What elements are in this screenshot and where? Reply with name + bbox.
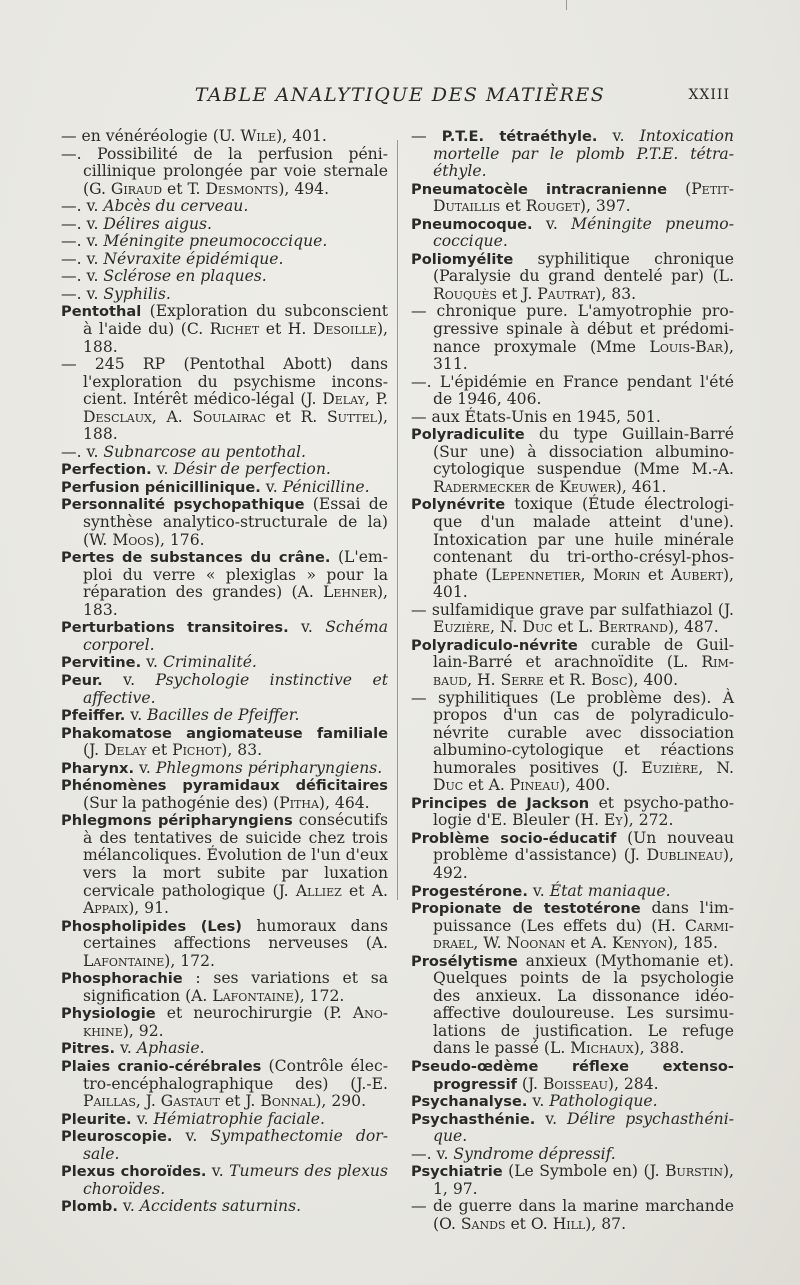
entry-text: et neurochirurgie (P.	[155, 1004, 353, 1023]
cross-reference: Syphilis.	[103, 284, 171, 303]
index-entry	[411, 637, 734, 690]
entry-text: ), 1, 97.	[433, 1162, 734, 1198]
index-entry	[61, 918, 388, 971]
entry-heading: Poliomyélite	[411, 250, 514, 268]
index-entry	[61, 198, 388, 216]
index-entry	[61, 1005, 388, 1040]
entry-text: v.	[535, 1109, 567, 1128]
cross-reference: Tumeurs des plexus choroïdes.	[83, 1162, 388, 1198]
cross-reference: Psychologie instinctive et affective.	[83, 670, 388, 707]
entry-text: — en vénéréologie (U.	[61, 127, 241, 145]
entry-text: et R.	[543, 670, 591, 689]
entry-text: ), 401.	[276, 127, 327, 145]
entry-heading: Prosélytisme	[411, 952, 518, 970]
entry-heading: Polynévrite	[411, 496, 506, 514]
index-entry	[61, 128, 388, 146]
author-name: Michaux	[570, 1039, 634, 1058]
entry-text: ), 400.	[627, 670, 679, 689]
index-entry	[411, 795, 734, 830]
entry-text: v.	[102, 670, 156, 689]
entry-text: —. v.	[61, 267, 104, 286]
entry-text: (J.	[83, 741, 105, 760]
entry-text: v.	[527, 881, 550, 900]
entry-heading: Psychasthénie.	[411, 1110, 536, 1128]
index-entry	[411, 1111, 734, 1146]
author-name: Pautrat	[537, 284, 596, 303]
entry-text: —. v.	[61, 232, 104, 251]
entry-heading: Pfeiffer.	[61, 707, 126, 725]
index-entry	[61, 1040, 388, 1058]
entry-text: v.	[260, 477, 283, 496]
entry-text: —. v.	[61, 197, 104, 216]
entry-text: et J.	[219, 1092, 261, 1111]
author-name: Hill	[552, 1214, 586, 1233]
entry-heading: Plexus choroïdes.	[61, 1163, 207, 1181]
entry-heading: Phakomatose angiomateuse familiale	[61, 724, 388, 742]
entry-text: : ses variations et sa signification (A.	[83, 969, 388, 1005]
entry-text: ), 83.	[221, 741, 263, 760]
index-entry	[61, 233, 388, 251]
entry-heading: Plomb.	[61, 1198, 118, 1216]
entry-text: v.	[134, 758, 156, 777]
entry-text: ), 284.	[607, 1074, 659, 1093]
author-name: Bosc	[590, 670, 628, 689]
index-entry	[411, 900, 734, 953]
entry-text: , N.	[489, 618, 523, 637]
entry-text: ), 172.	[293, 986, 345, 1005]
cross-reference: État maniaque.	[549, 881, 671, 900]
cross-reference: Névraxite épidémique.	[103, 249, 284, 268]
page-number: XXIII	[688, 87, 730, 103]
entry-text: (	[667, 179, 692, 198]
index-column-right	[411, 128, 734, 1233]
author-name: Duc	[522, 618, 553, 637]
entry-text: ,	[580, 565, 594, 584]
author-name: Carmidrael	[433, 916, 734, 953]
entry-text: v.	[597, 127, 640, 145]
entry-text: v.	[115, 1039, 137, 1058]
author-name: Soulairac	[192, 407, 266, 426]
entry-text: humoraux dans certaines affections nerveuses (A.	[83, 916, 388, 953]
cross-reference: Aphasie.	[136, 1039, 205, 1058]
author-name: Pichot	[172, 741, 222, 760]
entry-text: et A.	[341, 881, 388, 900]
entry-text: (Essai de synthèse analytico-structurale de la) (W.	[83, 495, 388, 549]
entry-text: , P.	[364, 390, 388, 409]
entry-text: — aux États-Unis en 1945, 501.	[411, 407, 661, 426]
entry-heading: Perfection.	[61, 461, 152, 479]
cross-reference: Accidents saturnins.	[139, 1197, 302, 1216]
entry-text: v.	[141, 653, 163, 672]
cross-reference: Abcès du cerveau.	[103, 197, 249, 216]
author-name: Gastaut	[160, 1092, 220, 1111]
entry-text: ), 172.	[164, 951, 215, 970]
author-name: Aubert	[670, 565, 723, 584]
entry-text: ), 87.	[585, 1214, 627, 1233]
entry-text: ), 388.	[633, 1039, 685, 1058]
entry-text: v.	[532, 214, 572, 233]
author-name: Petit-Dutaillis	[433, 179, 734, 216]
index-entry	[61, 1163, 388, 1198]
entry-text: v.	[527, 1092, 550, 1111]
author-name: Moos	[112, 530, 154, 549]
entry-text: ), 461.	[615, 477, 667, 496]
entry-text: ), 464.	[318, 793, 370, 812]
author-name: Anokhine	[83, 1004, 388, 1040]
entry-text: syphilitique chronique (Paralysie du grand dentelé par) (L.	[433, 249, 734, 286]
entry-text: curable de Guillain-Barré et arachnoïdite (L.	[433, 635, 734, 672]
entry-heading: Psychanalyse.	[411, 1093, 528, 1111]
index-entry	[61, 1198, 388, 1216]
entry-text: (Le Symbole en) (J.	[502, 1162, 666, 1181]
entry-text: ), 401.	[433, 565, 734, 602]
index-entry	[61, 812, 388, 917]
entry-text: et	[640, 565, 671, 584]
entry-text: ), 188.	[83, 320, 389, 356]
column-divider	[397, 140, 398, 900]
author-name: Louis-Bar	[649, 337, 723, 356]
index-entry	[61, 268, 388, 286]
author-name: Euzière	[433, 618, 490, 637]
entry-text: ), 188.	[83, 407, 388, 444]
entry-heading: Physiologie	[61, 1005, 156, 1023]
entry-text: ), 91.	[128, 899, 169, 918]
entry-heading: Pervitine.	[61, 654, 142, 672]
cross-reference: Pathologique.	[549, 1092, 658, 1111]
entry-text: anxieux (Mythomanie et). Quelques points de la psychologie des anxieux. La dissonance idéo-affective douloureuse. Les sursimulations de justification. Le refuge dans le passé (L.	[433, 951, 734, 1058]
entry-heading: Pseudo-œdème réflexe extenso-progressif	[411, 1057, 734, 1093]
entry-text: —. v.	[61, 214, 104, 233]
entry-heading: Pitres.	[61, 1040, 115, 1058]
author-name: Serre	[500, 670, 544, 689]
index-entry	[61, 461, 388, 479]
cross-reference: Hémiatrophie faciale.	[153, 1109, 325, 1128]
cross-reference: Syndrome dépressif.	[453, 1144, 616, 1163]
index-entry	[61, 1058, 388, 1111]
entry-text: — chronique pure. L'amyotrophie progressive spinale à début et prédominance proxymale (Mme	[411, 302, 734, 356]
author-name: Morin	[593, 565, 641, 584]
index-entry	[61, 496, 388, 549]
author-name: Desclaux	[83, 407, 152, 426]
index-entry	[61, 725, 388, 760]
cross-reference: Méningite pneumococcique.	[433, 214, 734, 251]
entry-text: ), 183.	[83, 583, 388, 619]
author-name: Ey	[604, 811, 623, 830]
index-entry	[411, 883, 734, 901]
cross-reference: Sympathectomie dorsale.	[83, 1127, 388, 1163]
author-name: Desoille	[312, 320, 377, 339]
index-entry	[61, 970, 388, 1005]
header-title: TABLE ANALYTIQUE DES MATIÈRES	[194, 84, 606, 106]
entry-text: et O.	[505, 1214, 553, 1233]
entry-heading: Polyradiculite	[411, 426, 525, 444]
index-entry	[61, 760, 388, 778]
index-entry	[411, 181, 734, 216]
index-entry	[411, 602, 734, 637]
entry-heading: Progestérone.	[411, 882, 528, 900]
entry-heading: Pertes de substances du crâne.	[61, 549, 331, 567]
cross-reference: Subnarcose au pentothal.	[103, 442, 306, 461]
entry-heading: Personnalité psychopathique	[61, 496, 305, 514]
entry-heading: Pharynx.	[61, 759, 134, 777]
entry-text: ), 311.	[433, 337, 734, 374]
entry-heading: Psychiatrie	[411, 1163, 503, 1181]
index-entry	[411, 409, 734, 427]
index-entry	[61, 619, 388, 654]
cross-reference: Criminalité.	[162, 653, 257, 672]
entry-text: et	[500, 197, 526, 216]
index-entry	[61, 303, 388, 356]
entry-heading: Plaies cranio-cérébrales	[61, 1057, 262, 1075]
index-entry	[411, 426, 734, 496]
author-name: Sands	[460, 1214, 506, 1233]
index-entry	[61, 251, 388, 269]
author-name: Pineau	[509, 776, 560, 795]
entry-heading: Propionate de testotérone	[411, 900, 641, 918]
author-name: Radermecker	[433, 477, 531, 496]
index-entry	[411, 690, 734, 795]
corner-mark	[566, 0, 567, 10]
entry-text: consécutifs à des tentatives de suicide chez trois mélancoliques. Évolution de l'un d'eux vers la mort subite par luxation cervicale pathologique (J.	[83, 811, 388, 900]
entry-text: ), 494.	[278, 179, 330, 198]
author-name: Duc	[433, 776, 464, 795]
entry-text: et T.	[162, 179, 206, 198]
author-name: Euzière	[641, 758, 699, 777]
index-entry	[411, 128, 734, 181]
index-entry	[61, 146, 388, 199]
entry-heading: Pentothal	[61, 303, 142, 321]
entry-text: , J.	[135, 1092, 161, 1111]
entry-text: ), 290.	[315, 1092, 367, 1111]
entry-heading: Pleuroscopie.	[61, 1128, 173, 1146]
entry-heading: Pneumatocèle intracranienne	[411, 180, 668, 198]
running-header	[0, 84, 800, 110]
author-name: Lafontaine	[212, 986, 294, 1005]
author-name: Dublineau	[646, 846, 723, 865]
entry-heading: Principes de Jackson	[411, 794, 590, 812]
cross-reference: Phlegmons péripharyngiens.	[155, 758, 383, 777]
author-name: Alliez	[295, 881, 342, 900]
entry-text: (L'emploi du verre « plexiglas » pour la réparation des grandes) (A.	[83, 548, 388, 602]
entry-text: —. v.	[61, 249, 104, 268]
index-entry	[411, 374, 734, 409]
entry-text: v.	[131, 1109, 154, 1128]
author-name: Appaix	[83, 899, 129, 918]
author-name: Keuwer	[559, 477, 616, 496]
entry-text: et R.	[265, 407, 327, 426]
index-entry	[411, 251, 734, 304]
cross-reference: Méningite pneumococcique.	[103, 232, 328, 251]
entry-text: , N.	[698, 758, 734, 777]
entry-text: (Contrôle électro-encéphalographique des) (J.-E.	[83, 1056, 388, 1093]
entry-text: et A.	[463, 776, 510, 795]
index-entry	[411, 1146, 734, 1164]
entry-text: v.	[172, 1127, 211, 1146]
author-name: Pitha	[279, 793, 319, 812]
entry-text: et L.	[552, 618, 599, 637]
index-entry	[411, 303, 734, 373]
index-entry	[61, 1111, 388, 1129]
entry-heading: Pleurite.	[61, 1110, 132, 1128]
entry-heading: Phénomènes pyramidaux déficitaires	[61, 777, 388, 795]
entry-heading: Perturbations transitoires.	[61, 619, 289, 637]
index-entry	[61, 1128, 388, 1163]
entry-text: v.	[288, 618, 326, 637]
index-entry	[411, 496, 734, 601]
entry-heading: Polyradiculo-névrite	[411, 636, 578, 654]
author-name: Desmonts	[205, 179, 279, 198]
cross-reference: Désir de perfection.	[173, 460, 331, 479]
author-name: Giraud	[110, 179, 163, 198]
author-name: Paillas	[83, 1092, 136, 1111]
entry-text: ), 92.	[122, 1021, 164, 1040]
entry-heading: Phospholipides (Les)	[61, 917, 242, 935]
author-name: Noonan	[506, 934, 566, 953]
cross-reference: Schéma corporel.	[83, 618, 388, 654]
entry-text: et	[146, 741, 173, 760]
entry-text: — sulfamidique grave par sulfathiazol (J.	[411, 600, 734, 619]
entry-text: —. v.	[411, 1144, 454, 1163]
index-entry	[411, 1058, 734, 1093]
entry-text: ), 185.	[667, 934, 718, 953]
entry-text: — de guerre dans la marine marchande (O.	[411, 1197, 734, 1233]
author-name: Boisseau	[542, 1074, 608, 1093]
index-entry	[61, 777, 388, 812]
entry-heading: Phlegmons péripharyngiens	[61, 812, 293, 830]
entry-text: et H.	[259, 320, 313, 339]
author-name: Richet	[209, 320, 260, 339]
author-name: Kenyon	[612, 934, 668, 953]
entry-text: de	[530, 477, 560, 496]
entry-text: v.	[206, 1162, 230, 1181]
index-entry	[61, 549, 388, 619]
cross-reference: Sclérose en plaques.	[103, 267, 267, 286]
author-name: Delay	[322, 390, 365, 409]
author-name: Rouget	[525, 197, 580, 216]
entry-text: —. v.	[61, 284, 104, 303]
entry-text: ), 272.	[622, 811, 674, 830]
entry-heading: Problème socio-éducatif	[411, 829, 617, 847]
index-entry	[411, 1163, 734, 1198]
index-entry	[61, 216, 388, 234]
author-name: Lehner	[323, 583, 377, 602]
index-entry	[61, 444, 388, 462]
author-name: Burstin	[665, 1162, 723, 1181]
entry-text: et J.	[496, 284, 538, 303]
entry-text: — syphilitiques (Le problème des). À propos d'un cas de polyradiculonévrite curable avec dissociation albumino-cytologique et réactions humorales positives (J.	[411, 688, 734, 777]
index-entry	[411, 216, 734, 251]
index-entry	[411, 953, 734, 1058]
entry-heading: Perfusion pénicillinique.	[61, 478, 261, 496]
entry-text: ), 176.	[153, 530, 205, 549]
entry-text: et A.	[565, 934, 612, 953]
entry-text: — 245 RP (Pentothal Abott) dans l'exploration du psychisme inconscient. Intérêt médico-légal (J.	[61, 355, 388, 409]
author-name: Delay	[104, 741, 147, 760]
index-column-left	[61, 128, 388, 1216]
index-entry	[61, 356, 388, 444]
author-name: Rouquès	[433, 284, 497, 303]
entry-heading: P.T.E. tétraéthyle.	[441, 128, 598, 145]
entry-text: ), 83.	[595, 284, 637, 303]
author-name: Wile	[240, 127, 277, 145]
entry-text: (Exploration du subconscient à l'aide du) (C.	[83, 302, 388, 339]
index-entry	[411, 1198, 734, 1233]
entry-text: du type Guillain-Barré (Sur une) à dissociation albumino-cytologique suspendue (Mme M.-A.	[433, 425, 734, 479]
entry-heading: Phosphorachie	[61, 970, 183, 988]
entry-text: et psycho-pathologie d'E. Bleuler (H.	[433, 793, 734, 830]
entry-text: toxique (Étude électrologique d'un malade atteint d'une). Intoxication par une huile minérale contenant du tri-ortho-crésyl-phosphate (	[433, 495, 734, 584]
cross-reference: Bacilles de Pfeiffer.	[147, 706, 300, 725]
author-name: Lafontaine	[83, 951, 165, 970]
index-entry	[61, 479, 388, 497]
author-name: Lepennetier	[491, 565, 581, 584]
index-entry	[411, 1093, 734, 1111]
author-name: Suttel	[326, 407, 377, 426]
cross-reference: Pénicilline.	[282, 477, 370, 496]
entry-text: ), 487.	[667, 618, 719, 637]
entry-text: dans l'impuissance (Les effets du) (H.	[433, 899, 734, 935]
entry-text: (J.	[516, 1074, 543, 1093]
entry-text: —. Possibilité de la perfusion pénicillinique prolongée par voie sternale (G.	[61, 144, 388, 198]
index-entry	[61, 286, 388, 304]
entry-text: v.	[117, 1197, 140, 1216]
entry-text: ), 400.	[559, 776, 611, 795]
index-entry	[61, 672, 388, 707]
entry-text: —	[411, 127, 442, 145]
index-entry	[411, 830, 734, 883]
entry-text: ), 397.	[579, 197, 631, 216]
entry-text: v.	[125, 706, 148, 725]
author-name: Bertrand	[598, 618, 668, 637]
entry-text: , A.	[151, 407, 193, 426]
cross-reference: Délire psychasthénique.	[433, 1109, 734, 1146]
author-name: Rimbaud	[433, 653, 734, 689]
entry-text: , H.	[467, 670, 501, 689]
index-entry	[61, 707, 388, 725]
entry-heading: Pneumocoque.	[411, 215, 533, 233]
cross-reference: Intoxication mortelle par le plomb P.T.E. tétraéthyle.	[433, 127, 734, 181]
entry-heading: Peur.	[61, 671, 103, 689]
entry-text: —. L'épidémie en France pendant l'été de 1946, 406.	[411, 372, 734, 409]
index-entry	[61, 654, 388, 672]
entry-text: (Sur la pathogénie des) (	[83, 793, 280, 812]
entry-text: ), 492.	[433, 846, 734, 882]
entry-text: v.	[151, 460, 174, 479]
entry-text: (Un nouveau problème d'assistance) (J.	[433, 828, 734, 865]
entry-text: —. v.	[61, 442, 104, 461]
cross-reference: Délires aigus.	[103, 214, 213, 233]
author-name: Bonnal	[260, 1092, 316, 1111]
entry-text: , W.	[473, 934, 507, 953]
